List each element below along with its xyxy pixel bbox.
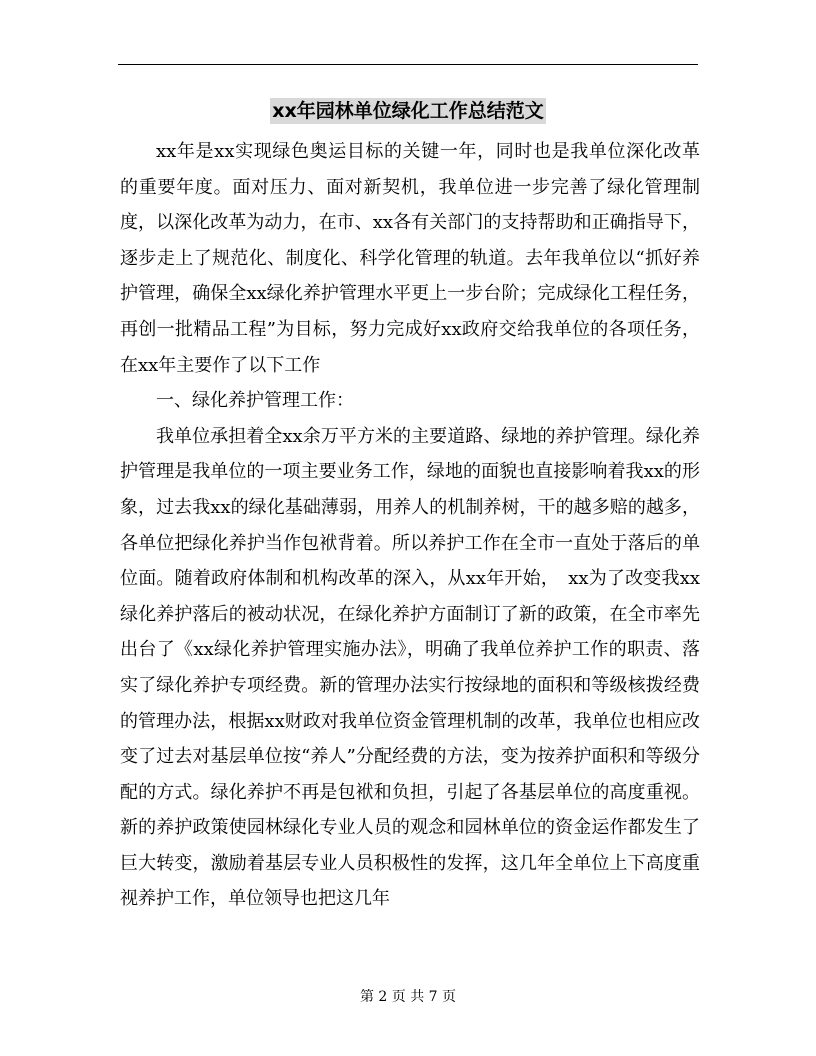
page-footer [0, 987, 816, 1007]
page-number-label: 第 2 页 共 7 页 [359, 989, 457, 1005]
document-title-text: xx年园林单位绿化工作总结范文 [272, 100, 544, 122]
paragraph-section-1: 我单位承担着全xx余万平方米的主要道路、绿地的养护管理。绿化养护管理是我单位的一项主要业务工作，绿地的面貌也直接影响着我xx的形象，过去我xx的绿化基础薄弱，用养人的机制养树，干的越多赔的越多，各单位把绿化养护当作包袱背着。所以养护工作在全市一直处于落后的单位面。随着政府体制和机构改革的深入，从xx年开始， xx为了改变我xx绿化养护落后的被动状况，在绿化养护方面制订了新的政策，在全市率先出台了《xx绿化养护管理实施办法》，明确了我单位养护工作的职责、落实了绿化养护专项经费。新的管理办法实行按绿地的面积和等级核拨经费的管理办法，根据xx财政对我单位资金管理机制的改革，我单位也相应改变了过去对基层单位按“养人”分配经费的方法，变为按养护面积和等级分配的方式。绿化养护不再是包袱和负担，引起了各基层单位的高度重视。新的养护政策使园林绿化专业人员的观念和园林单位的资金运作都发生了巨大转变，激励着基层专业人员积极性的发挥，这几年全单位上下高度重视养护工作，单位领导也把这几年 [120, 425, 700, 910]
document-title [0, 96, 816, 126]
section-heading: 一、绿化养护管理工作： [156, 390, 354, 412]
paragraph-intro: xx年是xx实现绿色奥运目标的关键一年，同时也是我单位深化改革的重要年度。面对压力、面对新契机，我单位进一步完善了绿化管理制度，以深化改革为动力，在市、xx各有关部门的支持帮助和正确指导下，逐步走上了规范化、制度化、科学化管理的轨道。去年我单位以“抓好养护管理，确保全xx绿化养护管理水平更上一步台阶；完成绿化工程任务，再创一批精品工程”为目标，努力完成好xx政府交给我单位的各项任务，在xx年主要作了以下工作 [120, 141, 700, 376]
document-body [120, 134, 700, 917]
header-rule [118, 64, 698, 65]
